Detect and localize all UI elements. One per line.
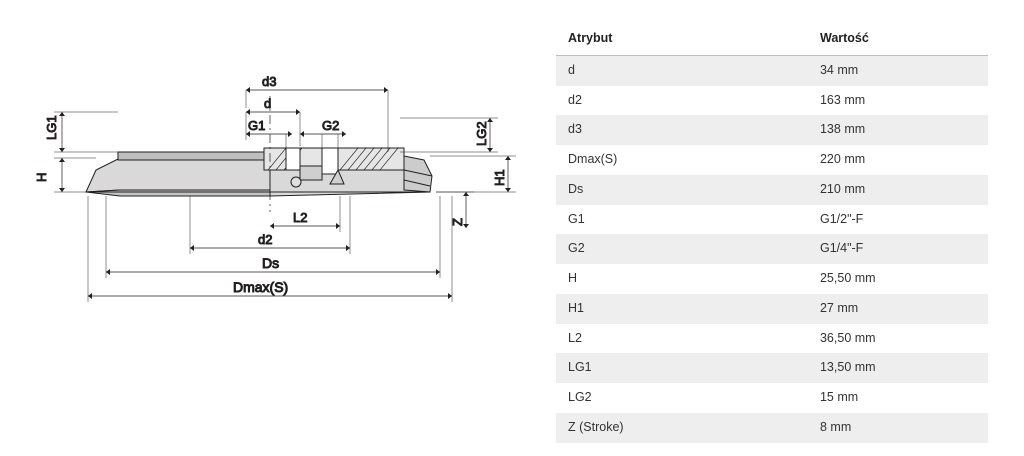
- table-row: [556, 383, 988, 413]
- cell-attribute: H1: [568, 300, 584, 315]
- cell-value: 8 mm: [819, 419, 852, 434]
- cell-attribute: d: [568, 62, 575, 77]
- cup-lip-left: [86, 190, 270, 196]
- cell-value: G1/4"-F: [819, 241, 864, 256]
- column-header-attribute: Atrybut: [568, 31, 613, 45]
- dim-label-ds: Ds: [262, 255, 280, 271]
- table-row: [556, 175, 988, 205]
- cell-value: 210 mm: [819, 181, 866, 196]
- cell-attribute: d2: [568, 92, 582, 107]
- table-row: [556, 205, 988, 235]
- cell-value: 34 mm: [819, 62, 859, 77]
- cell-attribute: d3: [568, 122, 582, 137]
- cell-attribute: G2: [568, 241, 585, 256]
- table-row: [556, 324, 988, 354]
- cell-attribute: Dmax(S): [568, 152, 618, 166]
- internal-spring-ball: [291, 177, 301, 187]
- column-header-value: Wartość: [819, 31, 869, 45]
- cell-value: 25,50 mm: [819, 271, 876, 285]
- cup-top-plate-left: [118, 152, 270, 160]
- table-row: [556, 145, 988, 175]
- cell-attribute: Z (Stroke): [568, 419, 624, 434]
- table-row: [556, 234, 988, 264]
- cell-value: 36,50 mm: [819, 330, 876, 345]
- cell-attribute: L2: [568, 330, 582, 345]
- specification-table: [556, 22, 988, 443]
- dim-label-lg2: LG2: [474, 121, 489, 146]
- table-header-row: [556, 22, 988, 55]
- table-row: [556, 264, 988, 294]
- dim-label-g2: G2: [322, 118, 340, 133]
- cell-attribute: H: [568, 271, 578, 285]
- cell-value: G1/2"-F: [819, 211, 864, 226]
- table-row: [556, 86, 988, 116]
- cell-value: 138 mm: [819, 122, 866, 137]
- bore-g1: [286, 148, 300, 170]
- dim-label-dmax: Dmax(S): [233, 279, 289, 295]
- cell-value: 163 mm: [819, 92, 866, 107]
- dim-label-h: H: [34, 172, 49, 182]
- cell-value: 220 mm: [819, 152, 866, 166]
- internal-seal: [300, 166, 322, 180]
- dim-label-g1: G1: [248, 118, 266, 133]
- table-row: [556, 294, 988, 324]
- dim-label-l2: L2: [293, 210, 308, 225]
- dim-label-lg1: LG1: [44, 115, 59, 140]
- cell-attribute: G1: [568, 211, 585, 226]
- right-connector: [404, 156, 432, 192]
- dim-label-d2: d2: [258, 232, 273, 247]
- dim-label-d: d: [264, 96, 272, 111]
- table-row: [556, 413, 988, 443]
- cell-attribute: LG1: [568, 360, 592, 375]
- table-row: [556, 115, 988, 145]
- table-row: [556, 55, 988, 85]
- dim-label-h1: H1: [492, 169, 507, 186]
- table-head: [556, 22, 988, 55]
- cell-attribute: Ds: [568, 181, 584, 196]
- table-row: [556, 353, 988, 383]
- bore-g2: [322, 148, 338, 174]
- table-body: [556, 55, 988, 442]
- dim-g2: [300, 131, 346, 150]
- dim-g1: [246, 131, 292, 150]
- cell-value: 13,50 mm: [819, 360, 876, 375]
- cell-attribute: LG2: [568, 390, 592, 404]
- cell-value: 15 mm: [819, 390, 859, 404]
- dim-label-d3: d3: [262, 74, 277, 89]
- dim-lg1: [54, 112, 118, 152]
- dim-label-z: Z: [450, 218, 465, 226]
- cell-value: 27 mm: [819, 300, 859, 315]
